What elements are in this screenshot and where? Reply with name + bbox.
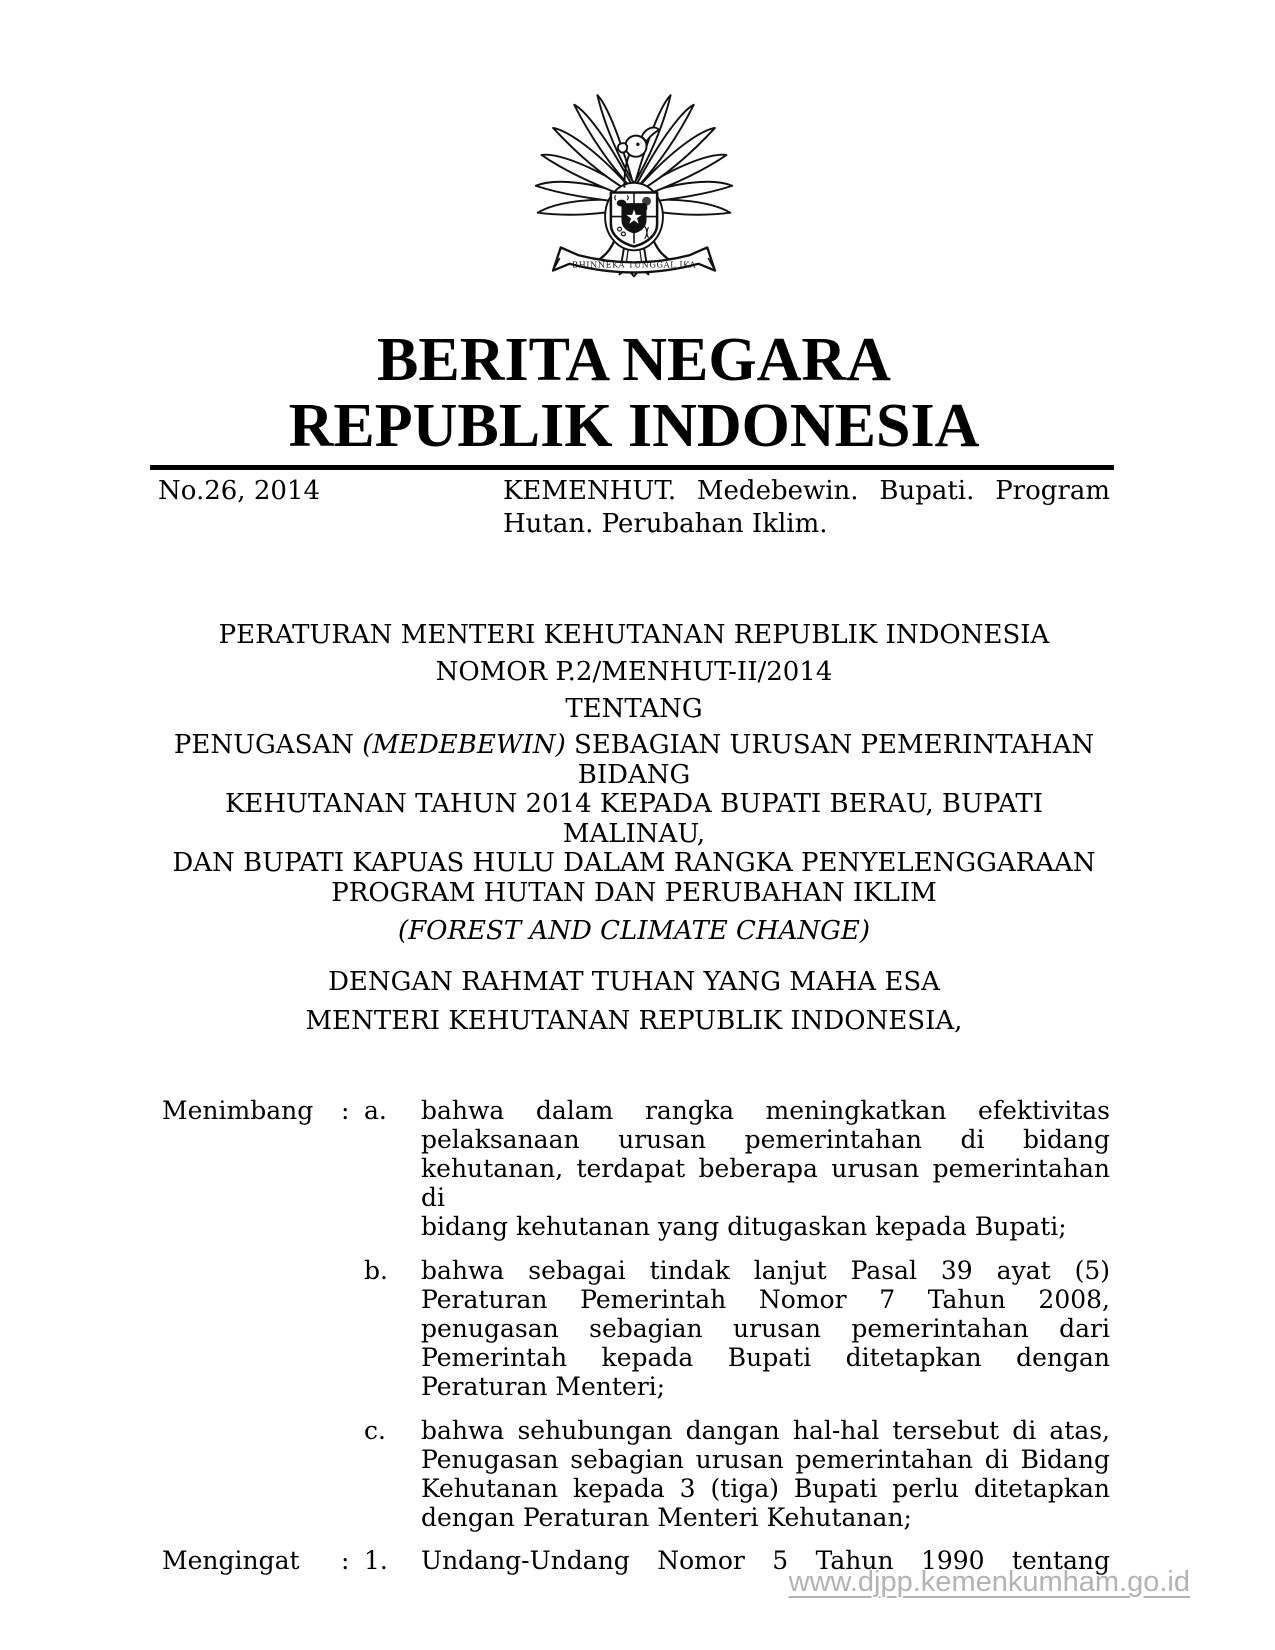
regulation-subtitle: (FOREST AND CLIMATE CHANGE) (397, 916, 871, 946)
considering-section (158, 1096, 1110, 1532)
legal-basis-colon: : (341, 1546, 350, 1575)
clause-line: Undang-Undang Nomor 5 Tahun 1990 tentang (421, 1546, 1110, 1575)
clause-line: Penugasan sebagian urusan pemerintahan di Bidang (421, 1445, 1110, 1474)
clause-line: Peraturan Pemerintah Nomor 7 Tahun 2008, (421, 1285, 1110, 1314)
clause-line: Pemerintah kepada Bupati ditetapkan dengan (421, 1343, 1110, 1372)
garuda-pancasila-emblem (158, 93, 1110, 291)
emblem-motto: BHINNEKA TUNGGAL IKA (571, 259, 697, 270)
clause-line: penugasan sebagian urusan pemerintahan dari (421, 1314, 1110, 1343)
item-text (421, 1256, 1110, 1401)
garuda-icon (528, 93, 740, 291)
issue-abstract (503, 475, 1110, 541)
issuer: MENTERI KEHUTANAN REPUBLIK INDONESIA, (305, 1006, 963, 1036)
clause-line: bahwa sehubungan dangan hal-hal tersebut di atas, (421, 1416, 1110, 1445)
considering-item-a (364, 1096, 1110, 1241)
issue-abstract-line1: KEMENHUT. Medebewin. Bupati. Program (503, 476, 1110, 506)
considering-items (364, 1096, 1110, 1532)
item-marker: a. (364, 1096, 387, 1125)
considering-label: Menimbang (162, 1096, 314, 1125)
issue-number: No.26, 2014 (158, 476, 320, 506)
considering-item-c (364, 1416, 1110, 1532)
regulation-title-line2: KEHUTANAN TAHUN 2014 KEPADA BUPATI BERAU, BUPATI MALINAU, (224, 789, 1044, 849)
clause-line: kehutanan, terdapat beberapa urusan pemerintahan di (421, 1154, 1110, 1212)
regulation-heading-line1: PERATURAN MENTERI KEHUTANAN REPUBLIK INDONESIA (218, 620, 1050, 650)
masthead-line2: REPUBLIK INDONESIA (288, 392, 980, 460)
watermark-url: www.djpp.kemenkumham.go.id (788, 1566, 1190, 1598)
item-marker: b. (364, 1256, 388, 1285)
regulation-title (158, 731, 1110, 908)
clause-line: bahwa dalam rangka meningkatkan efektivitas (421, 1096, 1110, 1125)
clause-line: Peraturan Menteri; (421, 1372, 666, 1401)
page-content (158, 0, 1110, 1575)
regulation-heading (158, 617, 1110, 728)
item-marker: 1. (364, 1546, 388, 1575)
masthead-line1: BERITA NEGARA (377, 326, 891, 394)
clause-line: dengan Peraturan Menteri Kehutanan; (421, 1503, 912, 1532)
regulation-title-line1 (158, 731, 1110, 790)
issue-abstract-line2: Hutan. Perubahan Iklim. (503, 509, 828, 539)
issue-row (158, 475, 1110, 541)
regulation-tentang: TENTANG (565, 694, 703, 724)
item-text (421, 1096, 1110, 1241)
legal-basis-label: Mengingat (162, 1546, 300, 1575)
considering-colon: : (341, 1096, 350, 1125)
considering-item-b (364, 1256, 1110, 1401)
clause-line: pelaksanaan urusan pemerintahan di bidang (421, 1125, 1110, 1154)
masthead-title (158, 327, 1110, 459)
title-line1-post: SEBAGIAN URUSAN PEMERINTAHAN BIDANG (565, 730, 1095, 790)
item-text (421, 1416, 1110, 1532)
regulation-number: NOMOR P.2/MENHUT-II/2014 (435, 657, 833, 687)
clause-line: bidang kehutanan yang ditugaskan kepada Bupati; (421, 1212, 1067, 1241)
invocation: DENGAN RAHMAT TUHAN YANG MAHA ESA (328, 967, 940, 997)
masthead-rule (150, 465, 1114, 470)
regulation-title-line3: DAN BUPATI KAPUAS HULU DALAM RANGKA PENYELENGGARAAN (172, 848, 1096, 878)
item-marker: c. (364, 1416, 386, 1445)
clause-line: Kehutanan kepada 3 (tiga) Bupati perlu ditetapkan (421, 1474, 1110, 1503)
clause-line: bahwa sebagai tindak lanjut Pasal 39 ayat (5) (421, 1256, 1110, 1285)
regulation-title-line4: PROGRAM HUTAN DAN PERUBAHAN IKLIM (331, 877, 937, 908)
title-line1-italic: (MEDEBEWIN) (362, 730, 566, 760)
title-line1-pre: PENUGASAN (173, 730, 363, 760)
